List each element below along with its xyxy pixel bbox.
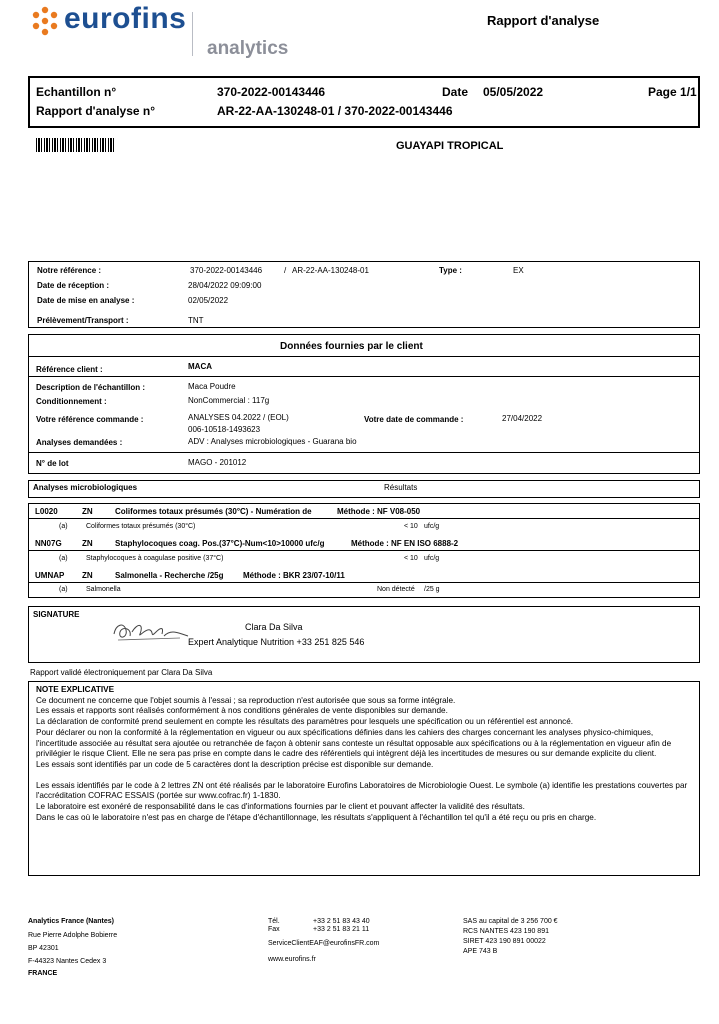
lab-code: ZN — [82, 507, 93, 516]
reception-value: 28/04/2022 09:09:00 — [188, 281, 262, 290]
signer-role: Expert Analytique Nutrition +33 251 825 546 — [188, 637, 365, 647]
order-date-label: Votre date de commande : — [364, 415, 464, 424]
product-name: GUAYAPI TROPICAL — [396, 140, 504, 152]
transport-label: Prélèvement/Transport : — [37, 316, 129, 325]
note-paragraph: Les essais sont identifiés par un code de 5 caractères dont la description précise est disponible sur demande. — [36, 759, 434, 769]
logo-divider — [192, 12, 193, 56]
analysis-title: Salmonella - Recherche /25g — [115, 571, 224, 580]
brand-sub: analytics — [207, 38, 289, 59]
footer-company: Analytics France (Nantes) — [28, 918, 114, 925]
analysis-title: Staphylocoques coag. Pos.(37°C)-Num<10>10000 ufc/g — [115, 539, 325, 548]
footer-address-3: F-44323 Nantes Cedex 3 — [28, 958, 107, 965]
type-label: Type : — [439, 266, 462, 275]
row-divider — [28, 582, 700, 583]
our-ref-label: Notre référence : — [37, 266, 102, 275]
row-divider — [28, 518, 700, 519]
sample-value: 370-2022-00143446 — [217, 85, 326, 99]
result-value: < 10 — [404, 555, 418, 562]
lab-code: ZN — [82, 539, 93, 548]
our-ref-value2: AR-22-AA-130248-01 — [292, 266, 369, 275]
client-ref-label: Référence client : — [36, 365, 103, 374]
footer-email[interactable]: ServiceClientEAF@eurofinsFR.com — [268, 940, 380, 947]
parameter-name: Coliformes totaux présumés (30°C) — [86, 523, 196, 530]
note-box — [28, 681, 700, 876]
signer-name: Clara Da Silva — [245, 622, 303, 632]
accreditation-mark: (a) — [59, 555, 68, 562]
validation-text: Rapport validé électroniquement par Clara Da Silva — [30, 668, 213, 677]
note-paragraph: Dans le cas où le laboratoire n'est pas en charge de l'étape d'échantillonnage, les résultats s'appliquent à l'échantillon tel qu'il a été reçu ou pris en charge. — [36, 812, 597, 822]
reception-label: Date de réception : — [37, 281, 110, 290]
footer-tel: +33 2 51 83 43 40 — [313, 918, 370, 925]
desc-label: Description de l'échantillon : — [36, 383, 146, 392]
accreditation-mark: (a) — [59, 586, 68, 593]
handwritten-signature — [110, 618, 190, 644]
note-paragraph: Pour déclarer ou non la conformité à la réglementation en vigueur ou aux spécifications définies dans les cahiers des charges concernant les analyses physico-chimiques, l'incertitude associée au résultat sera ajoutée ou retranchée de façon à obtenir sans conteste un résultat opposable aux spécifications ou à la réglementation en vigueur afin de privilégier le risque Client. Elle ne sera pas prise en compte dans le cadre des référentiels qui intègrent déjà les incertitudes de mesures ou sur demande explicite du client. — [36, 727, 672, 759]
analysis-method: Méthode : BKR 23/07-10/11 — [243, 571, 345, 580]
lot-value: MAGO - 201012 — [188, 458, 247, 467]
result-unit: /25 g — [424, 586, 440, 593]
order-date-value: 27/04/2022 — [502, 414, 543, 423]
sample-label: Echantillon n° — [36, 85, 117, 99]
note-paragraph: Les essais identifiés par le code à 2 lettres ZN ont été réalisés par le laboratoire Eurofins Laboratoires de Microbiologie Ouest. Le symbole (a) identifie les prestations couvertes par l'accréditation COFRAC ESSAIS (portée sur www.cofrac.fr) 1-1830. — [36, 780, 688, 801]
note-paragraph: Les essais et rapports sont réalisés conformément à nos conditions générales de vente disponibles sur demande. — [36, 706, 448, 716]
client-data-box — [28, 334, 700, 474]
eurofins-logo — [30, 4, 190, 44]
note-paragraph: La déclaration de conformité prend seulement en compte les résultats des paramètres pour lesquels une spécification ou un référentiel est annoncé. — [36, 717, 574, 727]
report-value: AR-22-AA-130248-01 / 370-2022-00143446 — [217, 104, 453, 118]
result-value: < 10 — [404, 523, 418, 530]
footer-fax-label: Fax — [268, 926, 280, 933]
client-title-divider — [28, 356, 700, 357]
parameter-name: Salmonella — [86, 586, 121, 593]
analysis-title: Coliformes totaux présumés (30°C) - Numération de — [115, 507, 312, 516]
note-title: NOTE EXPLICATIVE — [36, 685, 115, 694]
accreditation-mark: (a) — [59, 523, 68, 530]
row-divider — [28, 550, 700, 551]
footer-fax: +33 2 51 83 21 11 — [313, 926, 370, 933]
doc-type: Rapport d'analyse — [487, 13, 600, 28]
footer-tel-label: Tél. — [268, 918, 280, 925]
result-unit: ufc/g — [424, 523, 440, 530]
micro-results-label: Résultats — [384, 483, 418, 492]
footer-ape: APE 743 B — [463, 948, 498, 955]
footer-address-2: BP 42301 — [28, 945, 59, 952]
lot-divider — [28, 452, 700, 453]
our-ref-sep: / — [284, 266, 287, 275]
order-label: Votre référence commande : — [36, 415, 144, 424]
client-title: Données fournies par le client — [280, 341, 423, 352]
report-label: Rapport d'analyse n° — [36, 104, 156, 118]
date-label: Date — [442, 85, 469, 99]
analysis-method: Méthode : NF EN ISO 6888-2 — [351, 539, 459, 548]
footer-country: FRANCE — [28, 970, 58, 977]
sample-header-box — [28, 76, 700, 128]
our-ref-value: 370-2022-00143446 — [190, 266, 263, 275]
signature-label: SIGNATURE — [33, 610, 80, 619]
lab-code: ZN — [82, 571, 93, 580]
analysis-code: NN07G — [35, 539, 62, 548]
order-value-1: ANALYSES 04.2022 / (EOL) — [188, 413, 289, 422]
parameter-name: Staphylocoques à coagulase positive (37°C) — [86, 555, 224, 562]
order-value-2: 006-10518-1493623 — [188, 425, 261, 434]
analysis-code: L0020 — [35, 507, 58, 516]
page-number: Page 1/1 — [648, 85, 697, 99]
lot-label: N° de lot — [36, 459, 69, 468]
note-paragraph: Ce document ne concerne que l'objet soumis à l'essai ; sa reproduction n'est autorisée que sous sa forme intégrale. — [36, 695, 456, 705]
result-unit: ufc/g — [424, 555, 440, 562]
transport-value: TNT — [188, 316, 204, 325]
footer-website[interactable]: www.eurofins.fr — [268, 956, 316, 963]
cond-label: Conditionnement : — [36, 397, 107, 406]
footer-capital: SAS au capital de 3 256 700 € — [463, 918, 558, 925]
analysis-date-value: 02/05/2022 — [188, 296, 229, 305]
requested-value: ADV : Analyses microbiologiques - Guarana bio — [188, 437, 357, 446]
footer-siret: SIRET 423 190 891 00022 — [463, 938, 546, 945]
footer-rcs: RCS NANTES 423 190 891 — [463, 928, 549, 935]
client-ref-divider — [28, 376, 700, 377]
requested-label: Analyses demandées : — [36, 438, 123, 447]
barcode — [36, 138, 116, 152]
result-value: Non détecté — [377, 586, 415, 593]
analysis-method: Méthode : NF V08-050 — [337, 507, 421, 516]
desc-value: Maca Poudre — [188, 382, 236, 391]
eurofins-dots-icon — [30, 6, 60, 38]
type-value: EX — [513, 266, 524, 275]
footer-address-1: Rue Pierre Adolphe Bobierre — [28, 932, 118, 939]
cond-value: NonCommercial : 117g — [188, 396, 270, 405]
analysis-date-label: Date de mise en analyse : — [37, 296, 135, 305]
client-ref-value: MACA — [188, 362, 212, 371]
micro-header-label: Analyses microbiologiques — [33, 483, 138, 492]
analysis-code: UMNAP — [35, 571, 65, 580]
date-value: 05/05/2022 — [483, 85, 544, 99]
note-paragraph: Le laboratoire est exonéré de responsabilité dans le cas d'informations fournies par le client et pouvant affecter la validité des résultats. — [36, 802, 525, 812]
brand-name: eurofins — [64, 2, 187, 35]
